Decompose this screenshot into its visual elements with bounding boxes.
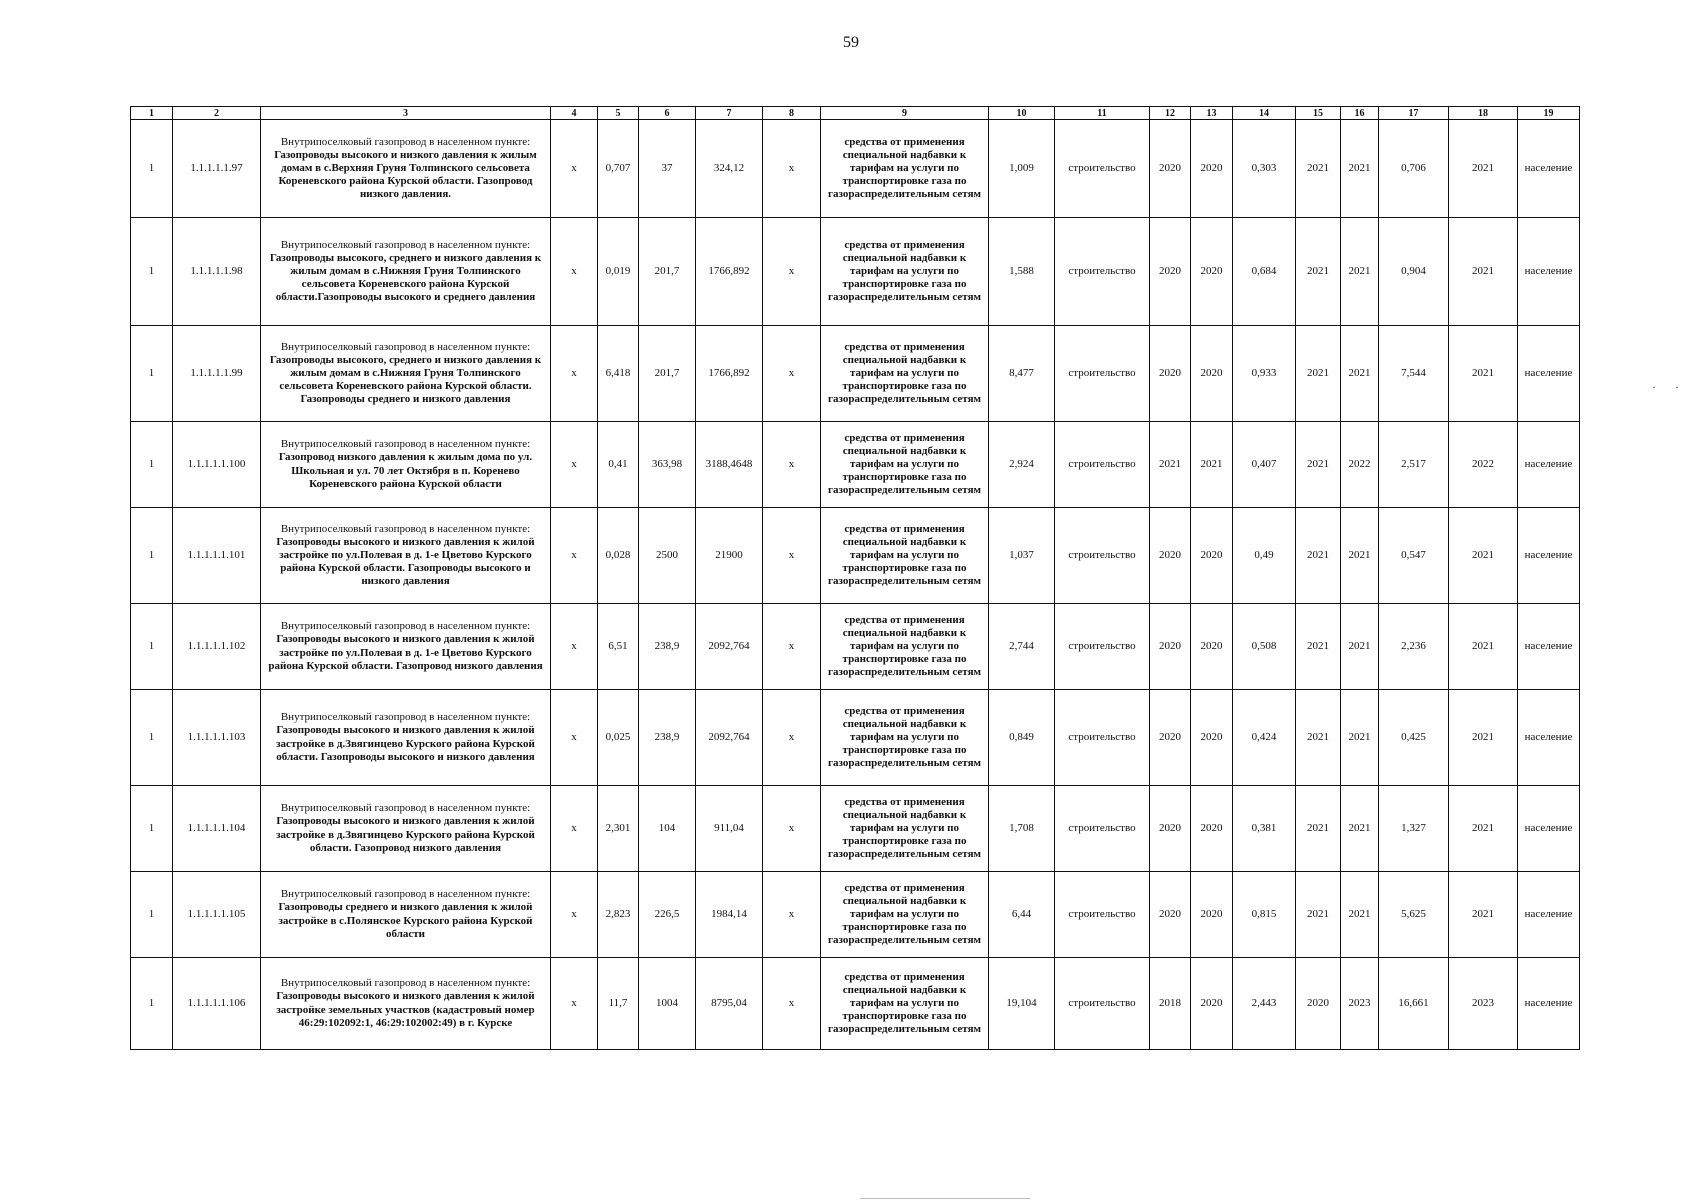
year-col16: 2021 (1341, 218, 1379, 326)
year-col12: 2020 (1150, 120, 1191, 218)
project-description (261, 690, 551, 786)
column-header: 5 (598, 107, 639, 120)
row-level: 1 (131, 690, 173, 786)
funding-source: средства от применения специальной надбавки к тарифам на услуги по транспортировке газа по газораспределительным сетям (821, 786, 989, 872)
value-col17: 1,327 (1379, 786, 1449, 872)
description-body: Газопроводы высокого, среднего и низкого давления к жилым домам в с.Нижняя Груня Толпинского сельсовета Кореневского района Курской области. Газопроводы среднего и низкого давления (269, 353, 542, 406)
column-header: 13 (1191, 107, 1233, 120)
table-row (131, 422, 1580, 508)
table-row (131, 218, 1580, 326)
description-lead: Внутрипоселковый газопровод в населенном пункте: (280, 438, 531, 451)
value-col14: 0,684 (1233, 218, 1296, 326)
value-col14: 0,424 (1233, 690, 1296, 786)
work-type: строительство (1055, 218, 1150, 326)
year-col15: 2021 (1296, 508, 1341, 604)
value-col10: 1,708 (989, 786, 1055, 872)
value-col10: 2,924 (989, 422, 1055, 508)
year-col15: 2021 (1296, 872, 1341, 958)
value-col6: 1004 (639, 958, 696, 1050)
cell-x-marker: x (763, 422, 821, 508)
project-code: 1.1.1.1.1.104 (173, 786, 261, 872)
project-code: 1.1.1.1.1.102 (173, 604, 261, 690)
scan-artifact-line (860, 1198, 1030, 1199)
table-row (131, 958, 1580, 1050)
work-type: строительство (1055, 422, 1150, 508)
year-col18: 2023 (1449, 958, 1518, 1050)
work-type: строительство (1055, 326, 1150, 422)
year-col15: 2021 (1296, 218, 1341, 326)
value-col5: 0,019 (598, 218, 639, 326)
work-type: строительство (1055, 872, 1150, 958)
value-col5: 2,823 (598, 872, 639, 958)
project-code: 1.1.1.1.1.97 (173, 120, 261, 218)
row-level: 1 (131, 422, 173, 508)
cell-x-marker: x (551, 690, 598, 786)
year-col18: 2021 (1449, 218, 1518, 326)
work-type: строительство (1055, 786, 1150, 872)
column-header: 11 (1055, 107, 1150, 120)
value-col14: 0,49 (1233, 508, 1296, 604)
value-col6: 201,7 (639, 218, 696, 326)
cell-x-marker: x (763, 508, 821, 604)
value-col7: 3188,4648 (696, 422, 763, 508)
year-col15: 2021 (1296, 604, 1341, 690)
scan-artifact: · · (1652, 380, 1687, 394)
table-row (131, 604, 1580, 690)
row-level: 1 (131, 872, 173, 958)
year-col16: 2021 (1341, 120, 1379, 218)
value-col17: 0,425 (1379, 690, 1449, 786)
description-lead: Внутрипоселковый газопровод в населенном пункте: (280, 522, 531, 535)
value-col5: 0,028 (598, 508, 639, 604)
cell-x-marker: x (551, 872, 598, 958)
value-col5: 0,41 (598, 422, 639, 508)
year-col15: 2021 (1296, 690, 1341, 786)
year-col18: 2021 (1449, 508, 1518, 604)
beneficiary: население (1518, 690, 1580, 786)
cell-x-marker: x (551, 958, 598, 1050)
value-col7: 2092,764 (696, 604, 763, 690)
value-col17: 2,517 (1379, 422, 1449, 508)
beneficiary: население (1518, 218, 1580, 326)
year-col12: 2020 (1150, 786, 1191, 872)
value-col10: 1,037 (989, 508, 1055, 604)
year-col12: 2020 (1150, 604, 1191, 690)
funding-source: средства от применения специальной надбавки к тарифам на услуги по транспортировке газа по газораспределительным сетям (821, 958, 989, 1050)
description-lead: Внутрипоселковый газопровод в населенном пункте: (280, 802, 531, 815)
column-header: 3 (261, 107, 551, 120)
funding-source: средства от применения специальной надбавки к тарифам на услуги по транспортировке газа по газораспределительным сетям (821, 604, 989, 690)
year-col13: 2020 (1191, 508, 1233, 604)
funding-source: средства от применения специальной надбавки к тарифам на услуги по транспортировке газа по газораспределительным сетям (821, 120, 989, 218)
value-col5: 6,418 (598, 326, 639, 422)
value-col14: 2,443 (1233, 958, 1296, 1050)
cell-x-marker: x (551, 604, 598, 690)
cell-x-marker: x (551, 218, 598, 326)
beneficiary: население (1518, 872, 1580, 958)
cell-x-marker: x (763, 786, 821, 872)
work-type: строительство (1055, 120, 1150, 218)
beneficiary: население (1518, 786, 1580, 872)
description-body: Газопроводы среднего и низкого давления к жилой застройке в с.Полянское Курского района Курской области (278, 901, 533, 940)
row-level: 1 (131, 326, 173, 422)
value-col17: 0,904 (1379, 218, 1449, 326)
project-code: 1.1.1.1.1.101 (173, 508, 261, 604)
cell-x-marker: x (551, 120, 598, 218)
beneficiary: население (1518, 508, 1580, 604)
value-col17: 16,661 (1379, 958, 1449, 1050)
value-col6: 37 (639, 120, 696, 218)
year-col16: 2021 (1341, 604, 1379, 690)
year-col18: 2021 (1449, 326, 1518, 422)
value-col10: 2,744 (989, 604, 1055, 690)
investment-program-table (130, 106, 1580, 1050)
description-lead: Внутрипоселковый газопровод в населенном пункте: (280, 977, 531, 990)
year-col12: 2020 (1150, 690, 1191, 786)
project-description (261, 422, 551, 508)
value-col7: 1984,14 (696, 872, 763, 958)
project-description (261, 604, 551, 690)
value-col5: 0,707 (598, 120, 639, 218)
cell-x-marker: x (551, 422, 598, 508)
row-level: 1 (131, 218, 173, 326)
value-col7: 1766,892 (696, 218, 763, 326)
funding-source: средства от применения специальной надбавки к тарифам на услуги по транспортировке газа по газораспределительным сетям (821, 218, 989, 326)
value-col5: 2,301 (598, 786, 639, 872)
description-body: Газопроводы высокого и низкого давления к жилым домам в с.Верхняя Груня Толпинского сельсовета Кореневского района Курской области. Газопровод низкого давления. (274, 148, 537, 201)
year-col13: 2020 (1191, 604, 1233, 690)
column-header: 12 (1150, 107, 1191, 120)
column-header: 17 (1379, 107, 1449, 120)
value-col14: 0,381 (1233, 786, 1296, 872)
cell-x-marker: x (763, 690, 821, 786)
year-col12: 2021 (1150, 422, 1191, 508)
description-lead: Внутрипоселковый газопровод в населенном пункте: (280, 340, 531, 353)
row-level: 1 (131, 786, 173, 872)
cell-x-marker: x (551, 786, 598, 872)
year-col13: 2020 (1191, 786, 1233, 872)
description-body: Газопровод низкого давления к жилым дома по ул. Школьная и ул. 70 лет Октября в п. Коренево Кореневского района Курской области (278, 451, 533, 490)
year-col18: 2022 (1449, 422, 1518, 508)
value-col6: 104 (639, 786, 696, 872)
column-header: 1 (131, 107, 173, 120)
value-col10: 1,009 (989, 120, 1055, 218)
year-col18: 2021 (1449, 872, 1518, 958)
funding-source: средства от применения специальной надбавки к тарифам на услуги по транспортировке газа по газораспределительным сетям (821, 872, 989, 958)
table-row (131, 786, 1580, 872)
work-type: строительство (1055, 690, 1150, 786)
year-col12: 2020 (1150, 326, 1191, 422)
value-col10: 0,849 (989, 690, 1055, 786)
row-level: 1 (131, 508, 173, 604)
value-col7: 2092,764 (696, 690, 763, 786)
value-col5: 11,7 (598, 958, 639, 1050)
column-header: 15 (1296, 107, 1341, 120)
value-col14: 0,508 (1233, 604, 1296, 690)
beneficiary: население (1518, 958, 1580, 1050)
year-col18: 2021 (1449, 120, 1518, 218)
project-description (261, 326, 551, 422)
beneficiary: население (1518, 604, 1580, 690)
column-header: 10 (989, 107, 1055, 120)
table-row (131, 326, 1580, 422)
column-header: 16 (1341, 107, 1379, 120)
year-col16: 2021 (1341, 690, 1379, 786)
funding-source: средства от применения специальной надбавки к тарифам на услуги по транспортировке газа по газораспределительным сетям (821, 422, 989, 508)
year-col13: 2021 (1191, 422, 1233, 508)
year-col13: 2020 (1191, 326, 1233, 422)
year-col13: 2020 (1191, 872, 1233, 958)
description-body: Газопроводы высокого и низкого давления к жилой застройке по ул.Полевая в д. 1-е Цветово Курского района Курской области. Газопроводы высокого и низкого давления (276, 535, 535, 588)
row-level: 1 (131, 120, 173, 218)
year-col16: 2021 (1341, 326, 1379, 422)
table-row (131, 508, 1580, 604)
year-col16: 2022 (1341, 422, 1379, 508)
value-col6: 2500 (639, 508, 696, 604)
work-type: строительство (1055, 958, 1150, 1050)
cell-x-marker: x (763, 604, 821, 690)
year-col13: 2020 (1191, 690, 1233, 786)
value-col10: 1,588 (989, 218, 1055, 326)
table-row (131, 872, 1580, 958)
project-code: 1.1.1.1.1.100 (173, 422, 261, 508)
column-header: 18 (1449, 107, 1518, 120)
value-col5: 0,025 (598, 690, 639, 786)
description-body: Газопроводы высокого и низкого давления к жилой застройке в д.Звягинцево Курского района Курской области. Газопровод низкого давления (276, 815, 535, 854)
description-body: Газопроводы высокого и низкого давления к жилой застройке земельных участков (кадастровый номер 46:29:102092:1, 46:29:102002:49) в г. Курске (276, 990, 535, 1029)
cell-x-marker: x (763, 120, 821, 218)
value-col17: 0,706 (1379, 120, 1449, 218)
year-col12: 2020 (1150, 872, 1191, 958)
description-body: Газопроводы высокого и низкого давления к жилой застройке по ул.Полевая в д. 1-е Цветово Курского района Курской области. Газопровод низкого давления (268, 633, 543, 672)
value-col17: 0,547 (1379, 508, 1449, 604)
value-col17: 2,236 (1379, 604, 1449, 690)
cell-x-marker: x (551, 326, 598, 422)
year-col13: 2020 (1191, 958, 1233, 1050)
year-col18: 2021 (1449, 690, 1518, 786)
beneficiary: население (1518, 326, 1580, 422)
value-col10: 8,477 (989, 326, 1055, 422)
column-header: 7 (696, 107, 763, 120)
table-row (131, 690, 1580, 786)
value-col14: 0,933 (1233, 326, 1296, 422)
year-col16: 2021 (1341, 786, 1379, 872)
year-col12: 2018 (1150, 958, 1191, 1050)
description-body: Газопроводы высокого, среднего и низкого давления к жилым домам в с.Нижняя Груня Толпинского сельсовета Кореневского района Курской области.Газопроводы высокого и среднего давления (269, 251, 542, 304)
column-header: 19 (1518, 107, 1580, 120)
description-lead: Внутрипоселковый газопровод в населенном пункте: (280, 135, 531, 148)
work-type: строительство (1055, 508, 1150, 604)
value-col7: 8795,04 (696, 958, 763, 1050)
value-col17: 7,544 (1379, 326, 1449, 422)
column-header: 14 (1233, 107, 1296, 120)
column-header: 2 (173, 107, 261, 120)
year-col16: 2023 (1341, 958, 1379, 1050)
project-code: 1.1.1.1.1.98 (173, 218, 261, 326)
value-col14: 0,407 (1233, 422, 1296, 508)
value-col6: 201,7 (639, 326, 696, 422)
year-col18: 2021 (1449, 786, 1518, 872)
cell-x-marker: x (763, 872, 821, 958)
value-col5: 6,51 (598, 604, 639, 690)
value-col6: 226,5 (639, 872, 696, 958)
value-col7: 1766,892 (696, 326, 763, 422)
value-col17: 5,625 (1379, 872, 1449, 958)
value-col7: 21900 (696, 508, 763, 604)
value-col6: 363,98 (639, 422, 696, 508)
cell-x-marker: x (763, 218, 821, 326)
project-description (261, 508, 551, 604)
project-description (261, 218, 551, 326)
project-description (261, 786, 551, 872)
project-code: 1.1.1.1.1.99 (173, 326, 261, 422)
year-col15: 2021 (1296, 786, 1341, 872)
description-body: Газопроводы высокого и низкого давления к жилой застройке в д.Звягинцево Курского района Курской области. Газопроводы высокого и низкого давления (276, 724, 535, 763)
project-description (261, 872, 551, 958)
column-header: 6 (639, 107, 696, 120)
project-description (261, 120, 551, 218)
beneficiary: население (1518, 422, 1580, 508)
year-col13: 2020 (1191, 218, 1233, 326)
year-col13: 2020 (1191, 120, 1233, 218)
work-type: строительство (1055, 604, 1150, 690)
year-col12: 2020 (1150, 218, 1191, 326)
funding-source: средства от применения специальной надбавки к тарифам на услуги по транспортировке газа по газораспределительным сетям (821, 508, 989, 604)
description-lead: Внутрипоселковый газопровод в населенном пункте: (280, 620, 531, 633)
year-col15: 2021 (1296, 326, 1341, 422)
description-lead: Внутрипоселковый газопровод в населенном пункте: (280, 711, 531, 724)
value-col6: 238,9 (639, 690, 696, 786)
value-col10: 19,104 (989, 958, 1055, 1050)
column-number-row (131, 107, 1580, 120)
value-col7: 911,04 (696, 786, 763, 872)
page-number: 59 (843, 34, 859, 51)
description-lead: Внутрипоселковый газопровод в населенном пункте: (280, 888, 531, 901)
year-col15: 2020 (1296, 958, 1341, 1050)
year-col18: 2021 (1449, 604, 1518, 690)
column-header: 8 (763, 107, 821, 120)
project-code: 1.1.1.1.1.103 (173, 690, 261, 786)
value-col6: 238,9 (639, 604, 696, 690)
year-col15: 2021 (1296, 422, 1341, 508)
row-level: 1 (131, 958, 173, 1050)
project-code: 1.1.1.1.1.106 (173, 958, 261, 1050)
year-col15: 2021 (1296, 120, 1341, 218)
year-col16: 2021 (1341, 872, 1379, 958)
value-col7: 324,12 (696, 120, 763, 218)
cell-x-marker: x (763, 958, 821, 1050)
year-col12: 2020 (1150, 508, 1191, 604)
value-col14: 0,815 (1233, 872, 1296, 958)
funding-source: средства от применения специальной надбавки к тарифам на услуги по транспортировке газа по газораспределительным сетям (821, 326, 989, 422)
value-col10: 6,44 (989, 872, 1055, 958)
column-header: 4 (551, 107, 598, 120)
funding-source: средства от применения специальной надбавки к тарифам на услуги по транспортировке газа по газораспределительным сетям (821, 690, 989, 786)
description-lead: Внутрипоселковый газопровод в населенном пункте: (280, 238, 531, 251)
cell-x-marker: x (551, 508, 598, 604)
table-row (131, 120, 1580, 218)
row-level: 1 (131, 604, 173, 690)
column-header: 9 (821, 107, 989, 120)
year-col16: 2021 (1341, 508, 1379, 604)
project-code: 1.1.1.1.1.105 (173, 872, 261, 958)
cell-x-marker: x (763, 326, 821, 422)
beneficiary: население (1518, 120, 1580, 218)
value-col14: 0,303 (1233, 120, 1296, 218)
project-description (261, 958, 551, 1050)
